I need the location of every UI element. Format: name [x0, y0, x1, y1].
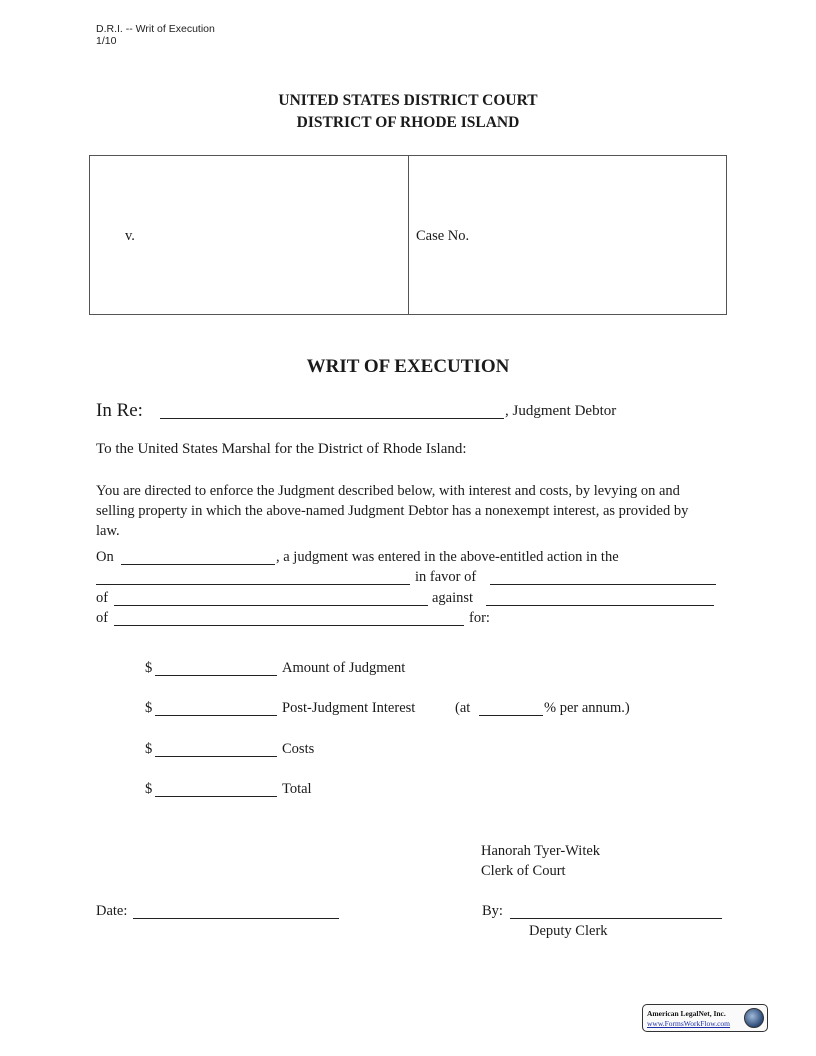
interest-rate-suffix: % per annum.) — [544, 700, 630, 716]
of-label-2: of — [96, 610, 109, 626]
court-action-field[interactable] — [96, 569, 410, 585]
debtor-field[interactable] — [486, 590, 714, 606]
total-label: Total — [282, 781, 312, 797]
in-re-debtor-field[interactable] — [160, 403, 504, 419]
directive-paragraph: You are directed to enforce the Judgment described below, with interest and costs, by levying on and selling property in which the above-named Judgment Debtor has a nonexempt interest, as provided by law. — [96, 483, 689, 539]
interest-label: Post-Judgment Interest — [282, 700, 416, 716]
judgment-date-field[interactable] — [121, 549, 275, 565]
interest-currency: $ — [145, 700, 153, 716]
interest-amount-field[interactable] — [155, 700, 277, 716]
date-label: Date: — [96, 903, 128, 919]
on-label: On — [96, 549, 114, 565]
date-field[interactable] — [133, 903, 339, 919]
deputy-clerk-title: Deputy Clerk — [529, 923, 608, 939]
interest-rate-field[interactable] — [479, 700, 543, 716]
footer-url[interactable]: www.FormsWorkFlow.com — [647, 1019, 731, 1028]
in-favor-of-label: in favor of — [415, 569, 477, 585]
amount-judgment-field[interactable] — [155, 660, 277, 676]
costs-field[interactable] — [155, 741, 277, 757]
clerk-name: Hanorah Tyer-Witek — [481, 843, 601, 859]
form-revision: 1/10 — [96, 35, 117, 47]
judgment-entered-text: , a judgment was entered in the above-entitled action in the — [276, 549, 619, 565]
globe-icon — [744, 1008, 764, 1028]
form-id: D.R.I. -- Writ of Execution — [96, 23, 215, 35]
court-district: DISTRICT OF RHODE ISLAND — [296, 114, 520, 131]
footer-company: American LegalNet, Inc. — [647, 1009, 726, 1018]
total-currency: $ — [145, 781, 153, 797]
total-field[interactable] — [155, 781, 277, 797]
case-number-label: Case No. — [416, 228, 470, 244]
by-label: By: — [482, 903, 503, 919]
against-label: against — [432, 590, 474, 606]
amount-judgment-label: Amount of Judgment — [282, 660, 406, 676]
interest-rate-prefix: (at — [455, 700, 471, 716]
in-re-suffix: , Judgment Debtor — [505, 403, 617, 419]
costs-label: Costs — [282, 741, 315, 757]
creditor-location-field[interactable] — [114, 590, 428, 606]
caption-versus: v. — [125, 228, 135, 244]
amount-judgment-currency: $ — [145, 660, 153, 676]
of-label-1: of — [96, 590, 109, 606]
court-name: UNITED STATES DISTRICT COURT — [278, 92, 538, 109]
salutation: To the United States Marshal for the District of Rhode Island: — [96, 441, 467, 457]
form-id-header — [96, 23, 215, 47]
in-re-label: In Re: — [96, 400, 143, 421]
document-title: WRIT OF EXECUTION — [306, 356, 510, 377]
costs-currency: $ — [145, 741, 153, 757]
clerk-title: Clerk of Court — [481, 863, 566, 879]
caption-divider — [408, 155, 409, 315]
debtor-location-field[interactable] — [114, 610, 464, 626]
creditor-field[interactable] — [490, 569, 716, 585]
deputy-signature-field[interactable] — [510, 903, 722, 919]
footer-logo[interactable] — [642, 1004, 768, 1032]
for-label: for: — [469, 610, 490, 626]
